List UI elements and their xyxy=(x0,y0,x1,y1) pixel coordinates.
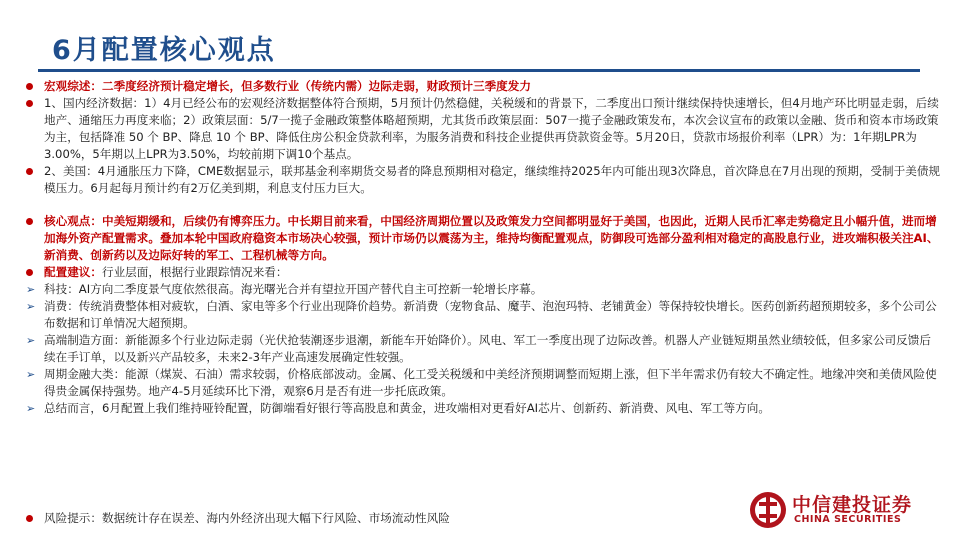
config-item-manufacturing xyxy=(26,332,942,366)
macro-heading-text: 宏观综述：二季度经济预计稳定增长，但多数行业（传统内需）边际走弱，财政预计三季度发力 xyxy=(44,79,531,93)
config-item-text: 总结而言，6月配置上我们维持哑铃配置，防御端看好银行等高股息和黄金，进攻端相对更看好AI芯片、创新药、新消费、风电、军工等方向。 xyxy=(44,401,770,415)
bullet-icon xyxy=(26,100,33,107)
macro-domestic-text: 1、国内经济数据：1）4月已经公布的宏观经济数据整体符合预期，5月预计仍然稳健，关税缓和的背景下，二季度出口预计继续保持快速增长，但4月地产环比明显走弱，后续地产、通缩压力再度来临；2）政策层面：5/7一揽子金融政策整体略超预期，尤其货币政策层面：507一揽子金融政策发布，本次会议宣布的政策以金融、货币和资本市场政策为主，包括降准 50 个 BP、降息 10 个 BP、降低住房公积金贷款利率，为服务消费和科技企业提供再贷款资金等。5月20日，贷款市场报价利率（LPR）为：1年期LPR为3.00%，5年期以上LPR为3.50%，均较前期下调10个基点。 xyxy=(44,96,939,161)
macro-us xyxy=(26,163,942,197)
config-item-tech xyxy=(26,281,942,298)
arrow-bullet-icon: ➢ xyxy=(26,334,36,347)
page-title: 6月配置核心观点 xyxy=(52,35,276,66)
config-item-text: 高端制造方面：新能源多个行业边际走弱（光伏抢装潮逐步退潮，新能车开始降价）。风电、军工一季度出现了边际改善。机器人产业链短期虽然业绩较低，但多家公司反馈后续在手订单，以及新兴产品较多，未来2-3年产业高速发展确定性较强。 xyxy=(44,333,931,364)
logo-chinese-name: 中信建投证券 xyxy=(792,494,913,516)
arrow-bullet-icon: ➢ xyxy=(26,368,36,381)
citic-logo-icon xyxy=(748,490,788,530)
risk-text: 风险提示：数据统计存在误差、海内外经济出现大幅下行风险、市场流动性风险 xyxy=(44,511,450,525)
macro-heading xyxy=(26,78,942,95)
arrow-bullet-icon: ➢ xyxy=(26,283,36,296)
config-item-consumer xyxy=(26,298,942,332)
config-item-summary xyxy=(26,400,942,417)
bullet-icon xyxy=(26,269,33,276)
bullet-icon xyxy=(26,83,33,90)
arrow-bullet-icon: ➢ xyxy=(26,402,36,415)
logo-english-name: CHINA SECURITIES xyxy=(794,514,902,525)
config-item-text: 周期金融大类：能源（煤炭、石油）需求较弱，价格底部波动。金属、化工受关税缓和中美经济预期调整而短期上涨，但下半年需求仍有较大不确定性。地缘冲突和美债风险使得贵金属保持强势。地产4-5月延续环比下滑，观察6月是否有进一步托底政策。 xyxy=(44,367,937,398)
title-divider xyxy=(38,69,920,72)
config-heading xyxy=(26,264,942,281)
config-item-text: 消费：传统消费整体相对疲软，白酒、家电等多个行业出现降价趋势。新消费（宠物食品、魔芋、泡泡玛特、老铺黄金）等保持较快增长。医药创新药超预期较多，多个公司公布数据和订单情况大超预期。 xyxy=(44,299,937,330)
bullet-icon xyxy=(26,168,33,175)
config-item-cyclical xyxy=(26,366,942,400)
macro-domestic xyxy=(26,95,942,163)
core-view xyxy=(26,213,942,264)
spacer xyxy=(26,197,942,213)
config-heading-rest: 行业层面，根据行业跟踪情况来看： xyxy=(101,265,288,279)
bullet-icon xyxy=(26,218,33,225)
macro-us-text: 2、美国：4月通胀压力下降，CME数据显示，联邦基金利率期货交易者的降息预期相对稳定，继续维持2025年内可能出现3次降息，首次降息在7月出现的预期，受制于美债规模压力。6月起每月预计约有2万亿美到期，利息支付压力巨大。 xyxy=(44,164,941,195)
risk-note xyxy=(26,510,744,527)
arrow-bullet-icon: ➢ xyxy=(26,300,36,313)
main-content xyxy=(26,78,942,417)
core-view-text: 核心观点：中美短期缓和，后续仍有博弈压力。中长期目前来看，中国经济周期位置以及政策发力空间都明显好于美国，也因此，近期人民币汇率走势稳定且小幅升值，进而增加海外资产配置需求。叠加本轮中国政府稳资本市场决心较强，预计市场仍以震荡为主，维持均衡配置观点，防御段可选部分盈利相对稳定的高股息行业，进攻端积极关注AI、新消费、创新药以及边际好转的军工、工程机械等方向。 xyxy=(44,214,939,262)
config-heading-label: 配置建议： xyxy=(44,265,102,279)
config-item-text: 科技：AI方向二季度景气度依然很高。海光曙光合并有望拉开国产替代自主可控新一轮增长序幕。 xyxy=(44,282,543,296)
bullet-icon xyxy=(26,515,33,522)
company-logo xyxy=(748,490,926,532)
